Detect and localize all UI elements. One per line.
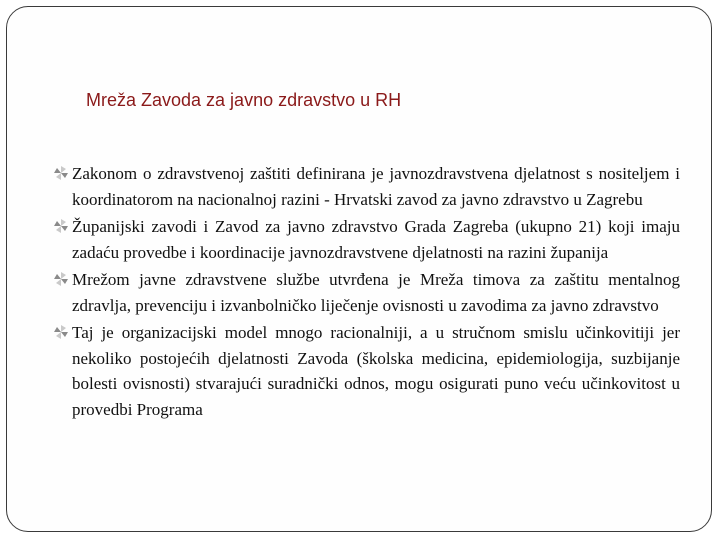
pinwheel-bullet-icon (53, 324, 69, 340)
pinwheel-bullet-icon (53, 218, 69, 234)
bullet-text: Županijski zavodi i Zavod za javno zdravstvo Grada Zagreba (ukupno 21) koji imaju zadaću provedbe i koordinacije javnozdravstvene djelatnosti na razini županija (72, 217, 680, 262)
bullet-item (53, 320, 680, 422)
bullet-list (53, 161, 680, 424)
bullet-item (53, 267, 680, 318)
pinwheel-bullet-icon (53, 165, 69, 181)
bullet-item (53, 161, 680, 212)
slide-frame (6, 6, 712, 532)
slide-title: Mreža Zavoda za javno zdravstvo u RH (86, 90, 402, 110)
bullet-text: Mrežom javne zdravstvene službe utvrđena je Mreža timova za zaštitu mentalnog zdravlja, prevenciju i izvanbolničko liječenje ovisnosti u zavodima za javno zdravstvo (72, 270, 680, 315)
bullet-text: Taj je organizacijski model mnogo racionalniji, a u stručnom smislu učinkovitiji jer nekoliko postojećih djelatnosti Zavoda (školska medicina, epidemiologija, suzbijanje bolesti ovisnosti) stvarajući suradnički odnos, mogu osigurati puno veću učinkovitost u provedbi Programa (72, 323, 680, 419)
bullet-text: Zakonom o zdravstvenoj zaštiti definirana je javnozdravstvena djelatnost s nositeljem i koordinatorom na nacionalnoj razini - Hrvatski zavod za javno zdravstvo u Zagrebu (72, 164, 680, 209)
bullet-item (53, 214, 680, 265)
pinwheel-bullet-icon (53, 271, 69, 287)
